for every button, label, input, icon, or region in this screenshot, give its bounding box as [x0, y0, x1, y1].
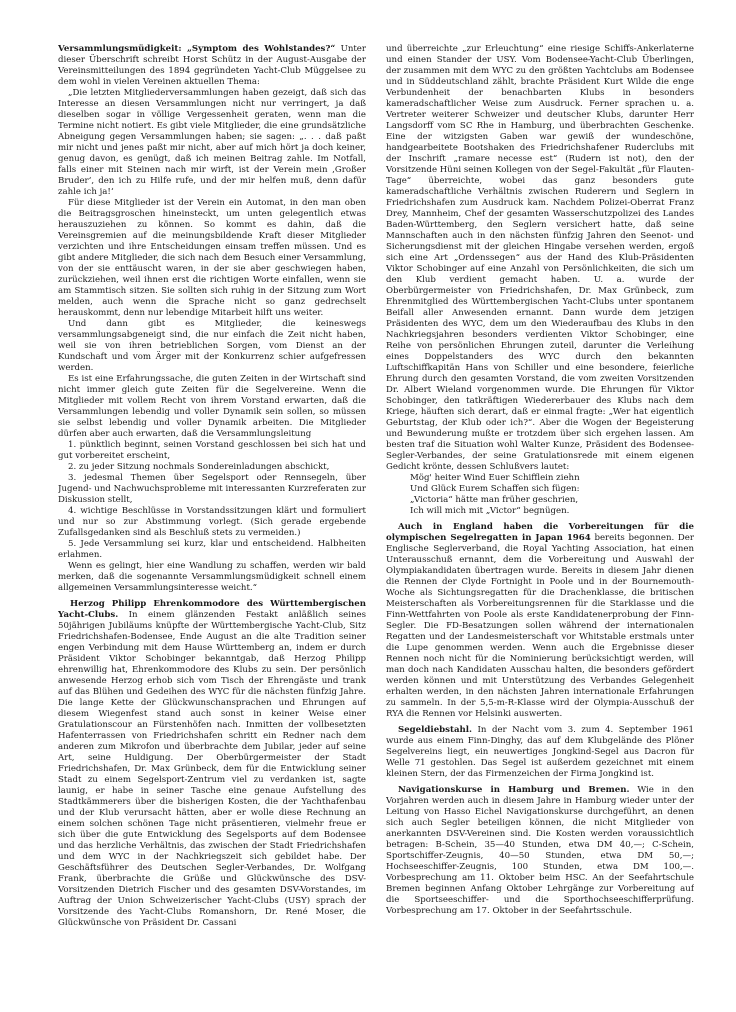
list-item: 4. wichtige Beschlüsse in Vorstandssitzungen klärt und formuliert und nur so zur Abstimmung vorlegt. (Sich gerade ergebende Zufallsgedanken sind als Beschluß stets zu vermeiden.)	[58, 506, 366, 538]
list-item: 1. pünktlich beginnt, seinen Vorstand geschlossen bei sich hat und gut vorbereitet erscheint,	[58, 440, 366, 461]
article-text: In der Nacht vom 3. zum 4. September 1961 wurde aus einem Finn-Dinghy, das auf dem Klubgelände des Plöner Segelvereins liegt, ein neuwertiges Jongkind-Segel aus Dacron für Welle 71 gestohlen. Das Segel ist außerdem gezeichnet mit einem kleinen Stern, der das Firmenzeichen der Firma Jongkind ist.	[386, 725, 694, 779]
article-segeldiebstahl	[386, 725, 694, 780]
article-versammlungsmuedigkeit-intro	[58, 44, 366, 88]
list-item: 5. Jede Versammlung sei kurz, klar und entscheidend. Halbheiten erlahmen.	[58, 539, 366, 560]
article-navigationskurse	[386, 785, 694, 917]
paragraph: Wenn es gelingt, hier eine Wandlung zu schaffen, werden wir bald merken, daß die sogenannte Versammlungsmüdigkeit schnell einem allgemeinen Versammlungsinteresse weicht.“	[58, 561, 366, 593]
paragraph: Für diese Mitglieder ist der Verein ein Automat, in den man oben die Beitragsgroschen hineinsteckt, um unten gelegentlich etwas herauszuziehen zu können. So kommt es dahin, daß die Vereinsgremien auf die meinungsbildende Kraft dieser Mitglieder verzichten und ihre Entscheidungen einsam treffen müssen. Und es gibt andere Mitglieder, die sich nach dem Besuch einer Versammlung, von der sie enttäuscht waren, in der sie aber geschwiegen haben, zurückziehen, weil ihnen erst die richtigen Worte einfallen, wenn sie am Stammtisch sitzen. Sie sollten sich ruhig in der Sitzung zum Wort melden, auch wenn die Sprache nicht so ganz gedrechselt herauskommt, denn nur lebendige Mitarbeit hilft uns weiter.	[58, 198, 366, 318]
poem-line: Und Glück Eurem Schaffen sich fügen:	[410, 484, 580, 494]
article-text: Wie in den Vorjahren werden auch in diesem Jahre in Hamburg wieder unter der Leitung von Hasso Eichel Navigationskurse durchgeführt, an denen sich auch Segler beteiligen können, die nicht Mitglieder von anerkannten DSV-Vereinen sind. Die Kosten werden voraussichtlich betragen: B-Schein, 35—40 Stunden, etwa DM 40,—; C-Schein, Sportschiffer-Zeugnis, 40—50 Stunden, etwa DM 50,—; Hochseeschiffer-Zeugnis, 100 Stunden, etwa DM 100,—. Vorbesprechung am 11. Oktober beim HSC. An der Seefahrtschule Bremen beginnen Anfang Oktober Lehrgänge zur Vorbereitung auf die Sportseeschiffer- und die Sporthochseeschifferprüfung. Vorbesprechung am 17. Oktober in der Seefahrtsschule.	[386, 785, 694, 916]
paragraph: Und dann gibt es Mitglieder, die keineswegs versammlungsabgeneigt sind, die nur einfach die Zeit nicht haben, weil sie von ihren betrieblichen Sorgen, vom Dienst an der Kundschaft und vom Ärger mit der Konkurrenz schier aufgefressen werden.	[58, 319, 366, 373]
article-title: Auch in England haben die Vorbereitungen für die olympischen Segelregatten in Japan 1964	[386, 522, 694, 543]
article-text: Unter dieser Überschrift schreibt Horst Schütz in der August-Ausgabe der Vereinsmitteilungen des 1894 gegründeten Yacht-Club Müggelsee zu dem wohl in vielen Vereinen aktuellen Thema:	[58, 44, 366, 87]
article-title: Segeldiebstahl.	[398, 725, 473, 735]
list-item: 2. zu jeder Sitzung nochmals Sondereinladungen abschickt,	[68, 462, 330, 472]
poem-line: „Victoria“ hätte man früher geschrien,	[410, 495, 579, 505]
list-item: 3. jedesmal Themen über Segelsport oder Rennsegeln, über Jugend- und Nachwuchsprobleme mit interessanten Kurzreferaten zur Diskussion stellt,	[58, 473, 366, 505]
paragraph: und überreichte „zur Erleuchtung“ eine riesige Schiffs-Ankerlaterne und einen Stander der USY. Vom Bodensee-Yacht-Club Überlingen, der zusammen mit dem WYC zu den größten Yachtclubs am Bodensee und in Süddeutschland zählt, brachte Präsident Kurt Wilde die enge Verbundenheit der benachbarten Klubs in besonders kameradschaftlicher Weise zum Ausdruck. Ferner sprachen u. a. Vertreter weiterer Schweizer und deutscher Klubs, darunter Herr Langsdorff vom SC Rhe in Hamburg, und überbrachten Geschenke. Eine der witzigsten Gaben war gewiß der wundeschöne, handgearbeitete Bootshaken des Friedrichshafener Ruderclubs mit der Inschrift „ramare necesse est“ (Rudern ist not), den der Vorsitzende Hüni seinen Kollegen von der Segel-Fakultät „für Flauten-Tage“ überreichte, wobei das ganz besonders gute kameradschaftliche Verhältnis zwischen Ruderern und Seglern in Friedrichshafen zum Ausdruck kam. Nachdem Polizei-Oberrat Franz Drey, Mannheim, Chef der gesamten Wasserschutzpolizei des Landes Baden-Württemberg, den Seglern versichert hatte, daß seine Mannschaften auch in den nächsten fünfzig Jahren den Seenot- und Sicherungsdienst mit der gleichen Hingabe versehen werden, ergoß sich eine Art „Ordenssegen“ aus der Hand des Klub-Präsidenten Viktor Schobinger auf eine Anzahl von Persönlichkeiten, die sich um den Klub verdient gemacht haben. U. a. wurde der Oberbürgermeister von Friedrichshafen, Dr. Max Grünbeck, zum Ehrenmitglied des Württembergischen Yacht-Clubs unter spontanem Beifall aller Anwesenden ernannt. Dann wurde dem jetzigen Präsidenten des WYC, dem um den Wiederaufbau des Klubs in den Nachkriegsjahren besonders verdienten Viktor Schobinger, eine Reihe von persönlichen Ehrungen zuteil, darunter die Verleihung eines Doppelstanders des WYC durch den bekannten Luftschiffkapitän Hans von Schiller und eine besondere, feierliche Ehrung durch den gesamten Vorstand, die vom zweiten Vorsitzenden Dr. Albert Wieland vorgenommen wurde. Die Ehrungen für Viktor Schobinger, den tatkräftigen Wiedererbauer des Klubs nach dem Kriege, häuften sich derart, daß er einmal fragte: „Wer hat eigentlich Geburtstag, der Klub oder ich?“. Aber die Wogen der Begeisterung und Bewunderung mußte er trotzdem über sich ergehen lassen. Am besten traf die Situation wohl Walter Kunze, Präsident des Bodensee-Segler-Verbandes, der seine Gratulationsrede mit einem eigenen Gedicht krönte, dessen Schlußvers lautet:	[386, 44, 694, 472]
article-text: In einem glänzenden Festakt anläßlich seines 50jährigen Jubiläums knüpfte der Württembergische Yacht-Club, Sitz Friedrichshafen-Bodensee, Ende August an die alte Tradition seiner engen Verbindung mit dem Hause Württemberg an, indem er durch Präsident Viktor Schobinger bekanntgab, daß Herzog Philipp ehrenwillig hat, Ehrenkommodore des Klubs zu sein. Der persönlich anwesende Herzog erhob sich vom Tisch der Ehrengäste und trank auf das Blühen und Gedeihen des WYC für die nächsten fünfzig Jahre. Die lange Kette der Glückwunschansprachen und Ehrungen auf diesem Wiegenfest stand auch sonst in keiner Weise einer Gratulationscour an Fürstenhöfen nach. Inmitten der vollbesetzten Hafenterrassen von Friedrichshafen schritt ein Redner nach dem anderen zum Mikrofon und überbrachte dem Jubilar, jeder auf seine Art, seine Huldigung. Der Oberbürgermeister der Stadt Friedrichshafen, Dr. Max Grünbeck, dem für die Entwicklung seiner Stadt zu einem Segelsport-Zentrum viel zu verdanken ist, sagte launig, er habe in seiner Tasche eine genaue Aufstellung des Stadtkämmerers über die bisherigen Kosten, die der Yachthafenbau und der Klub verursacht hätten, aber er wolle diese Rechnung an einem solchen schönen Tage nicht präsentieren, vielmehr freue er sich über die gute Entwicklung des Segelsports auf dem Bodensee und das herzliche Verhältnis, das zwischen der Stadt Friedrichshafen und dem WYC in der Nachkriegszeit sich gebildet habe. Der Geschäftsführer des Deutschen Segler-Verbandes, Dr. Wolfgang Frank, überbrachte die Grüße und Glückwünsche des DSV-Vorsitzenden Dietrich Fischer und des gesamten DSV-Vorstandes, im Auftrag der Union Schweizerischer Yacht-Clubs (USY) sprach der Vorsitzende des Yacht-Clubs Romanshorn, Dr. René Moser, die Glückwünsche von Präsident Dr. Cassani	[58, 610, 366, 928]
right-column	[386, 44, 694, 992]
article-title: Herzog Philipp Ehrenkommodore des Württembergischen Yacht-Clubs.	[58, 599, 366, 620]
article-title: Versammlungsmüdigkeit: „Symptom des Wohlstandes?“	[58, 44, 336, 54]
article-england-olympia	[386, 522, 694, 720]
two-column-layout	[58, 44, 694, 992]
article-text: bereits begonnen. Der Englische Seglerverband, die Royal Yachting Association, hat einen Unterausschuß ernannt, dem die Vorbereitung und Auswahl der Olympiakandidaten übertragen wurde. Bereits in diesem Jahr dienen die Rennen der Clyde Fortnight in Poole und in der Bournemouth-Woche als Sichtungsregatten für die Drachenklasse, die britischen Meisterschaften als Vorbereitungsrennen für die Starklasse und die Finn-Wettfahrten von Poole als erste Kandidatenerprobung der Finn-Segler. Die FD-Besatzungen sollen während der internationalen Regatten und der Landesmeisterschaft vor Whitstable erstmals unter die Lupe genommen werden. Wenn auch die Ergebnisse dieser Rennen noch nicht für die Nominierung berücksichtigt werden, will man doch nach Kandidaten Ausschau halten, die besonders gefördert werden können und mit Unterstützung des Verbandes Gelegenheit erhalten werden, in den nächsten Jahren internationale Erfahrungen zu sammeln. In der 5,5-m-R-Klasse wird der Olympia-Ausschuß der RYA die Rennen vor Helsinki auswerten.	[386, 533, 694, 719]
article-herzog-philipp	[58, 599, 366, 929]
poem-line: Mög' heiter Wind Euer Schifflein ziehn	[410, 473, 580, 483]
paragraph: „Die letzten Mitgliederversammlungen haben gezeigt, daß sich das Interesse an diesen Versammlungen nicht nur verringert, ja daß dieselben sogar in völlige Vergessenheit geraten, wenn man die Termine nicht notiert. Es gibt viele Mitglieder, die eine grundsätzliche Abneigung gegen Versammlungen haben; sie sagen: „. . . daß paßt mir nicht und jenes paßt mir nicht, aber auf mich hört ja doch keiner, genug davon, es genügt, daß ich meinen Beitrag zahle. Im Notfall, falls einer mit Steinen nach mir wirft, ist der Verein mein ‚Großer Bruder‘, den ich zu Hilfe rufe, und der mir helfen muß, denn dafür zahle ich ja!‘	[58, 88, 366, 197]
poem-line: Ich will mich mit „Victor“ begnügen.	[410, 506, 570, 516]
paragraph: Es ist eine Erfahrungssache, die guten Zeiten in der Wirtschaft sind nicht immer gleich gute Zeiten für die Segelvereine. Wenn die Mitglieder mit vollem Recht von ihrem Vorstand erwarten, daß die Versammlungen lebendig und voller Dynamik sein sollen, so müssen sie selbst lebendig und voller Dynamik arbeiten. Die Mitglieder dürfen aber auch erwarten, daß die Versammlungsleitung	[58, 374, 366, 439]
left-column	[58, 44, 366, 992]
article-title: Navigationskurse in Hamburg und Bremen.	[398, 785, 630, 795]
